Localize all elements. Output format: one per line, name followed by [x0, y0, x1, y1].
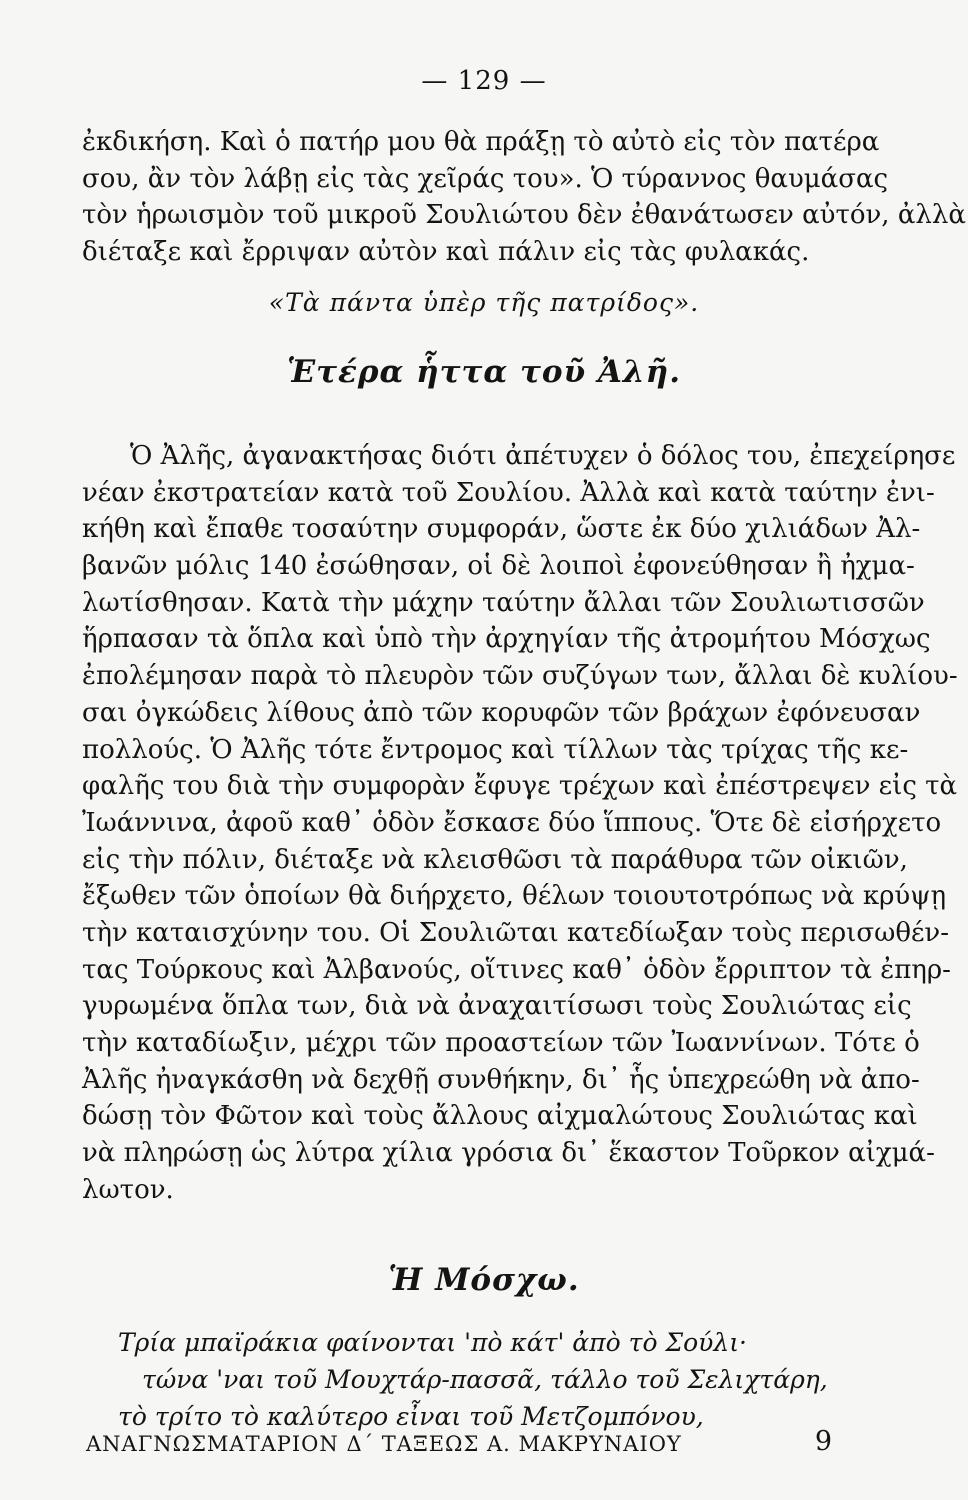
quote: «Τὰ πάντα ὑπὲρ τῆς πατρίδος». [268, 288, 700, 317]
text-line: τὴν καταδίωξιν, μέχρι τῶν προαστείων τῶν Ἰωαννίνων. Τότε ὁ [82, 1028, 920, 1058]
text-line: πολλούς. Ὁ Ἀλῆς τότε ἔντρομος καὶ τίλλων τὰς τρίχας τῆς κε- [82, 734, 909, 765]
footer-signature-line: ΑΝΑΓΝΩΣΜΑΤΑΡΙΟΝ Δ΄ ΤΑΞΕΩΣ Α. ΜΑΚΡΥΝΑΙΟΥ [86, 1432, 682, 1456]
text-line: φαλῆς του διὰ τὴν συμφορὰν ἔφυγε τρέχων καὶ ἐπέστρεψεν εἰς τὰ [82, 771, 958, 802]
paragraph-2 [82, 438, 958, 1208]
section-heading: Ἡ Μόσχω. [388, 1262, 580, 1298]
signature-mark: 9 [814, 1426, 832, 1457]
text-line: διέταξε καὶ ἔρριψαν αὐτὸν καὶ πάλιν εἰς τὰς φυλακάς. [82, 237, 810, 268]
page-number: — 129 — [421, 66, 547, 96]
paragraph-1 [82, 124, 966, 271]
text-line: τας Τούρκους καὶ Ἀλβανούς, οἵτινες καθ᾽ ὁδὸν ἔρριπτον τὰ ἐπηρ- [82, 954, 951, 985]
text-line: εἰς τὴν πόλιν, διέταξε νὰ κλεισθῶσι τὰ παράθυρα τῶν οἰκιῶν, [82, 844, 908, 875]
poem-line: Τρία μπαϊράκια φαίνονται 'πὸ κάτ' ἀπὸ τὸ Σούλι· [118, 1328, 747, 1357]
text-line: νὰ πληρώσῃ ὡς λύτρα χίλια γρόσια δι᾽ ἕκαστον Τοῦρκον αἰχμά- [82, 1138, 935, 1169]
text-line: κήθη καὶ ἔπαθε τοσαύτην συμφοράν, ὥστε ἐκ δύο χιλιάδων Ἀλ- [82, 514, 921, 545]
text-line: βανῶν μόλις 140 ἐσώθησαν, οἱ δὲ λοιποὶ ἐφονεύθησαν ἢ ἠχμα- [82, 551, 915, 582]
section-heading: Ἑτέρα ἧττα τοῦ Ἀλῆ. [287, 354, 681, 390]
text-line: νέαν ἐκστρατείαν κατὰ τοῦ Σουλίου. Ἀλλὰ καὶ κατὰ ταύτην ἐνι- [82, 477, 935, 508]
text-line: γυρωμένα ὅπλα των, διὰ νὰ ἀναχαιτίσωσι τοὺς Σουλιώτας εἰς [82, 991, 912, 1022]
text-line: λωτίσθησαν. Κατὰ τὴν μάχην ταύτην ἄλλαι τῶν Σουλιωτισσῶν [82, 587, 925, 618]
text-line: Ἰωάννινα, ἀφοῦ καθ᾽ ὁδὸν ἔσκασε δύο ἵππους. Ὅτε δὲ εἰσήρχετο [82, 807, 942, 838]
text-line: σαι ὀγκώδεις λίθους ἀπὸ τῶν κορυφῶν τῶν βράχων ἐφόνευσαν [82, 697, 921, 728]
text-line: λωτον. [82, 1174, 174, 1205]
text-line: ἥρπασαν τὰ ὅπλα καὶ ὑπὸ τὴν ἀρχηγίαν τῆς ἀτρομήτου Μόσχως [82, 624, 931, 655]
text-line: ἔξωθεν τῶν ὁποίων θὰ διήρχετο, θέλων τοιουτοτρόπως νὰ κρύψῃ [82, 881, 947, 912]
text-line: σου, ἂν τὸν λάβῃ εἰς τὰς χεῖράς του». Ὁ τύραννος θαυμάσας [82, 163, 889, 194]
text-line: ἐκδικήση. Καὶ ὁ πατήρ μου θὰ πράξῃ τὸ αὐτὸ εἰς τὸν πατέρα [82, 127, 880, 157]
poem-line: τώνα 'ναι τοῦ Μουχτάρ-πασσᾶ, τάλλο τοῦ Σελιχτάρη, [142, 1365, 828, 1394]
text-line: Ἀλῆς ἠναγκάσθη νὰ δεχθῇ συνθήκην, δι᾽ ἧς ὑπεχρεώθη νὰ ἀπο- [82, 1064, 920, 1095]
text-line: τὸν ἡρωισμὸν τοῦ μικροῦ Σουλιώτου δὲν ἐθανάτωσεν αὐτόν, ἀλλὰ [82, 200, 966, 231]
text-line: τὴν καταισχύνην του. Οἱ Σουλιῶται κατεδίωξαν τοὺς περισωθέν- [82, 917, 950, 948]
text-line: Ὁ Ἀλῆς, ἀγανακτήσας διότι ἀπέτυχεν ὁ δόλος του, ἐπεχείρησε [130, 441, 956, 471]
poem-line: τὸ τρίτο τὸ καλύτερο εἶναι τοῦ Μετζομπόνου, [118, 1402, 704, 1431]
text-line: ἐπολέμησαν παρὰ τὸ πλευρὸν τῶν συζύγων των, ἄλλαι δὲ κυλίου- [82, 661, 958, 692]
poem [118, 1324, 828, 1435]
text-line: δώσῃ τὸν Φῶτον καὶ τοὺς ἄλλους αἰχμαλώτους Σουλιώτας καὶ [82, 1101, 918, 1132]
